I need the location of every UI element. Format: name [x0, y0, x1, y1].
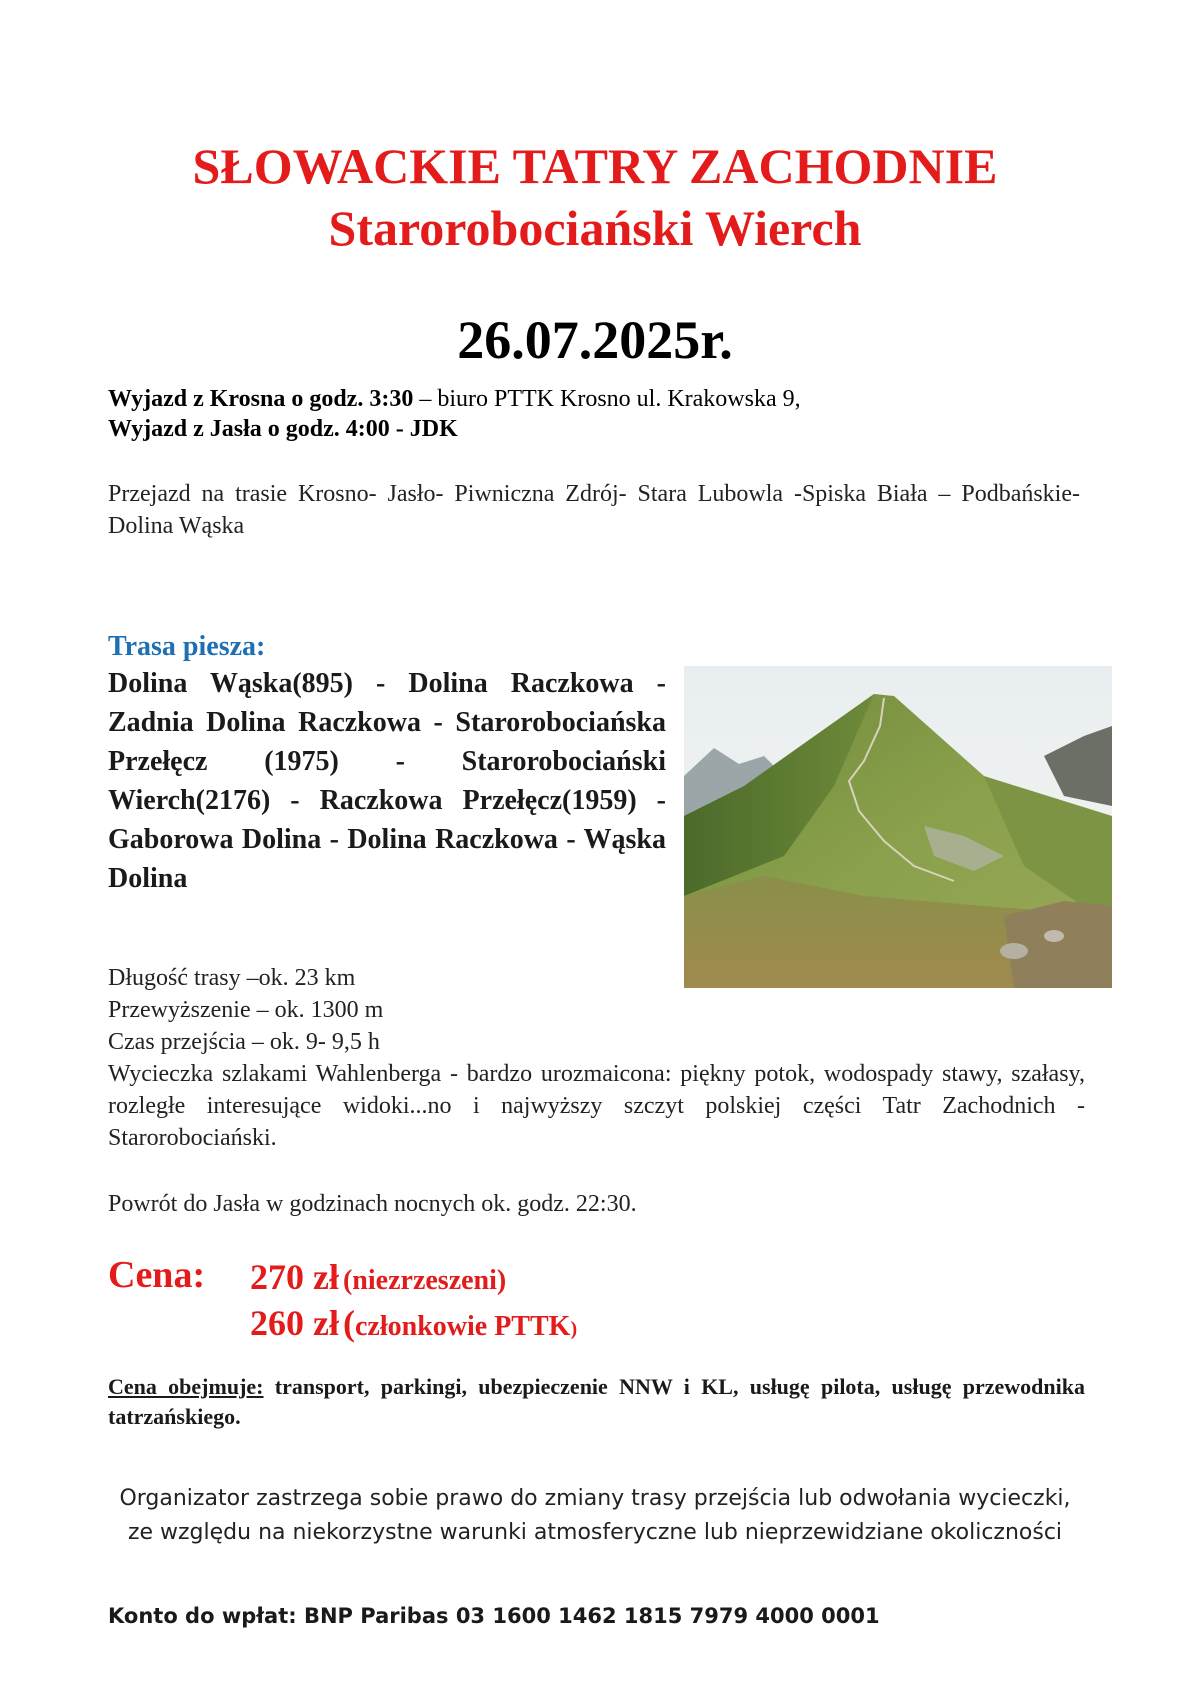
organizer-notice — [0, 1482, 1190, 1550]
price-note-2-close: ) — [570, 1318, 578, 1340]
transit-route: Przejazd na trasie Krosno- Jasło- Piwniczna Zdrój- Stara Lubowla -Spiska Biała – Podbańskie- Dolina Wąska — [108, 481, 1080, 539]
trail-elevation: Przewyższenie – ok. 1300 m — [108, 997, 384, 1023]
return-info: Powrót do Jasła w godzinach nocnych ok. godz. 22:30. — [108, 1191, 637, 1217]
price-includes — [108, 1372, 1085, 1432]
price-note-1: (niezrzeszeni) — [342, 1265, 507, 1296]
notice-line-2: ze względu na niekorzystne warunki atmosferyczne lub nieprzewidziane okoliczności — [127, 1520, 1063, 1545]
departure-jaslo-text: Wyjazd z Jasła o godz. 4:00 - JDK — [108, 416, 458, 442]
trail-time: Czas przejścia – ok. 9- 9,5 h — [108, 1029, 380, 1055]
price-label: Cena: — [108, 1254, 206, 1296]
price-non-members — [250, 1254, 506, 1300]
price-note-2: członkowie PTTK — [354, 1311, 571, 1342]
notice-line-1: Organizator zastrzega sobie prawo do zmiany trasy przejścia lub odwołania wycieczki, — [119, 1486, 1071, 1511]
trail-description: Wycieczka szlakami Wahlenberga - bardzo urozmaicona: piękny potok, wodospady stawy, szałasy, rozległe interesujące widoki...no i najwyższy szczyt polskiej części Tatr Zachodnich - Starorobociański. — [108, 1061, 1085, 1151]
price-includes-label: Cena obejmuje: — [108, 1374, 264, 1399]
price-amount-2: 260 zł — [250, 1303, 339, 1343]
price-note-2-open: ( — [342, 1303, 355, 1343]
title-line-1: SŁOWACKIE TATRY ZACHODNIE — [192, 138, 998, 194]
trail-route: Dolina Wąska(895) - Dolina Raczkowa - Zadnia Dolina Raczkowa - Starorobociańska Przełęcz (1975) - Starorobociański Wierch(2176) - Raczkowa Przełęcz(1959) - Gaborowa Dolina - Dolina Raczkowa - Wąska Dolina — [108, 668, 666, 894]
departure-jaslo — [108, 414, 458, 444]
mountain-photo — [684, 666, 1112, 988]
price-members — [250, 1300, 577, 1346]
departure-krosno-time: Wyjazd z Krosna o godz. 3:30 — [108, 386, 414, 412]
departure-krosno — [108, 384, 801, 414]
trail-length: Długość trasy –ok. 23 km — [108, 965, 356, 991]
price-includes-text: transport, parkingi, ubezpieczenie NNW i KL, usługę pilota, usługę przewodnika tatrzańskiego. — [108, 1374, 1085, 1429]
title-line-2: Starorobociański Wierch — [328, 200, 862, 256]
trail-heading: Trasa piesza: — [108, 631, 266, 662]
departure-krosno-place: – biuro PTTK Krosno ul. Krakowska 9, — [413, 386, 801, 412]
price-amount-1: 270 zł — [250, 1257, 339, 1297]
bank-account: Konto do wpłat: BNP Paribas 03 1600 1462 1815 7979 4000 0001 — [108, 1604, 880, 1628]
trip-date: 26.07.2025r. — [457, 310, 733, 370]
trail-stats — [108, 962, 1085, 1154]
